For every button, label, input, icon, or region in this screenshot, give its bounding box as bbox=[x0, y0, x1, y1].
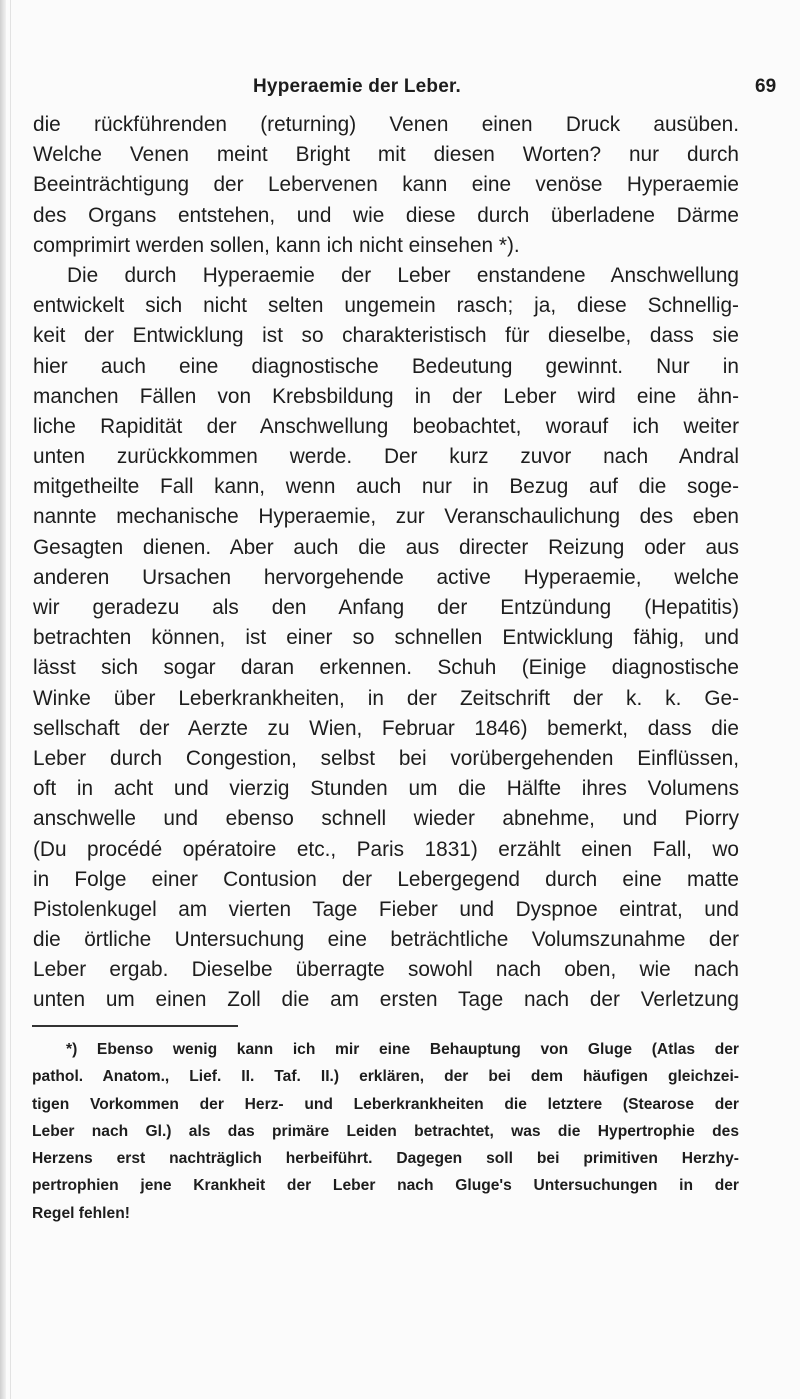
running-title: Hyperaemie der Leber. bbox=[253, 76, 462, 97]
footnote-line: Leber nach Gl.) als das primäre Leiden betrachtet, was die Hypertrophie des bbox=[32, 1122, 739, 1140]
footnote-line: tigen Vorkommen der Herz- und Leberkrankheiten die letztere (Stearose der bbox=[32, 1095, 739, 1113]
text-line: entwickelt sich nicht selten ungemein rasch; ja, diese Schnellig- bbox=[33, 294, 739, 318]
body-text bbox=[33, 110, 739, 1016]
text-line: Die durch Hyperaemie der Leber enstandene Anschwellung bbox=[67, 263, 739, 287]
text-line: unten um einen Zoll die am ersten Tage nach der Verletzung bbox=[33, 988, 739, 1012]
text-line: anderen Ursachen hervorgehende active Hyperaemie, welche bbox=[33, 565, 739, 589]
text-line: die rückführenden (returning) Venen einen Druck ausüben. bbox=[33, 113, 739, 136]
page-binding-line bbox=[10, 0, 11, 1399]
footnote-line: pertrophien jene Krankheit der Leber nach Gluge's Untersuchungen in der bbox=[32, 1177, 739, 1195]
text-line: liche Rapidität der Anschwellung beobachtet, worauf ich weiter bbox=[33, 414, 739, 438]
page-header bbox=[0, 76, 800, 102]
text-line: die örtliche Untersuchung eine beträchtliche Volumszunahme der bbox=[33, 928, 739, 952]
text-line: unten zurückkommen werde. Der kurz zuvor nach Andral bbox=[33, 445, 739, 469]
text-line: Beeinträchtigung der Lebervenen kann eine venöse Hyperaemie bbox=[33, 173, 739, 197]
text-line: nannte mechanische Hyperaemie, zur Veranschaulichung des eben bbox=[33, 505, 739, 529]
text-line: Winke über Leberkrankheiten, in der Zeitschrift der k. k. Ge- bbox=[33, 686, 739, 710]
text-line: wir geradezu als den Anfang der Entzündung (Hepatitis) bbox=[33, 596, 739, 619]
text-line: anschwelle und ebenso schnell wieder abnehme, und Piorry bbox=[33, 807, 739, 831]
text-line: sellschaft der Aerzte zu Wien, Februar 1846) bemerkt, dass die bbox=[33, 716, 739, 740]
text-line: hier auch eine diagnostische Bedeutung gewinnt. Nur in bbox=[33, 354, 739, 378]
text-line: Gesagten dienen. Aber auch die aus directer Reizung oder aus bbox=[33, 535, 739, 559]
text-line: des Organs entstehen, und wie diese durch überladene Därme bbox=[33, 203, 739, 227]
text-line: (Du procédé opératoire etc., Paris 1831) erzählt einen Fall, wo bbox=[33, 837, 739, 861]
footnote-line: Herzens erst nachträglich herbeiführt. Dagegen soll bei primitiven Herzhy- bbox=[32, 1150, 739, 1168]
footnote-line: *) Ebenso wenig kann ich mir eine Behauptung von Gluge (Atlas der bbox=[66, 1041, 739, 1058]
page-binding-edge bbox=[0, 0, 6, 1399]
footnote-line: Regel fehlen! bbox=[32, 1204, 130, 1222]
text-line: Leber ergab. Dieselbe überragte sowohl nach oben, wie nach bbox=[33, 958, 739, 982]
footnote-line: pathol. Anatom., Lief. II. Taf. II.) erklären, der bei dem häufigen gleichzei- bbox=[32, 1068, 739, 1086]
text-line: lässt sich sogar daran erkennen. Schuh (Einige diagnostische bbox=[33, 656, 739, 680]
text-line: betrachten können, ist einer so schnellen Entwicklung fähig, und bbox=[33, 626, 739, 650]
text-line: oft in acht und vierzig Stunden um die Hälfte ihres Volumens bbox=[33, 777, 739, 801]
text-line: comprimirt werden sollen, kann ich nicht einsehen *). bbox=[33, 233, 520, 257]
text-line: mitgetheilte Fall kann, wenn auch nur in Bezug auf die soge- bbox=[33, 475, 739, 499]
text-line: Pistolenkugel am vierten Tage Fieber und Dyspnoe eintrat, und bbox=[33, 897, 739, 921]
text-line: manchen Fällen von Krebsbildung in der Leber wird eine ähn- bbox=[33, 384, 739, 408]
footnote-divider bbox=[32, 1025, 238, 1027]
text-line: Leber durch Congestion, selbst bei vorübergehenden Einflüssen, bbox=[33, 746, 739, 770]
page-number: 69 bbox=[755, 76, 777, 97]
text-line: in Folge einer Contusion der Lebergegend durch eine matte bbox=[33, 867, 739, 891]
text-line: Welche Venen meint Bright mit diesen Worten? nur durch bbox=[33, 143, 739, 167]
footnote bbox=[32, 1036, 739, 1227]
text-line: keit der Entwicklung ist so charakteristisch für dieselbe, dass sie bbox=[33, 324, 739, 348]
